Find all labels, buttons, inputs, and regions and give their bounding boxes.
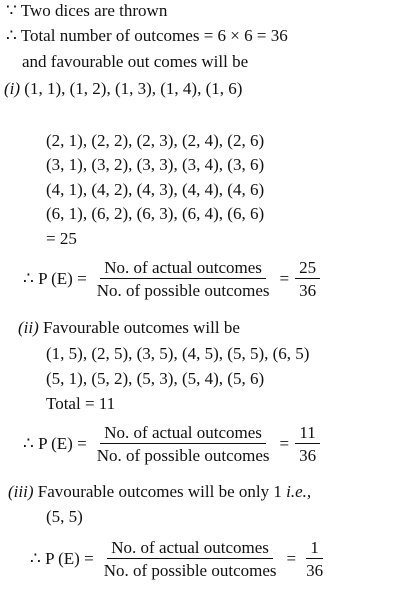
equals-sign: = — [286, 549, 297, 568]
total-outcomes-line: ∴ Total number of outcomes = 6 × 6 = 36 — [6, 26, 288, 45]
part-ii-row-1: (1, 5), (2, 5), (3, 5), (4, 5), (5, 5), (6, 5) — [46, 344, 310, 363]
part-ii-label: (ii) — [18, 318, 39, 337]
fraction-denominator: No. of possible outcomes — [103, 561, 277, 580]
part-iii-pair: (5, 5) — [46, 507, 83, 526]
part-i-row-2: (2, 1), (2, 2), (2, 3), (2, 4), (2, 6) — [46, 131, 265, 150]
probability-fraction — [93, 423, 274, 465]
fraction-numerator: No. of actual outcomes — [107, 538, 273, 559]
probability-lhs: ∴ P (E) = — [23, 434, 87, 453]
probability-lhs: ∴ P (E) = — [30, 549, 94, 568]
result-denominator: 36 — [299, 446, 317, 465]
fraction-denominator: No. of possible outcomes — [96, 281, 270, 300]
part-iii-ie: i.e., — [286, 482, 312, 501]
result-fraction — [295, 258, 320, 300]
given-line: ∵ Two dices are thrown — [6, 1, 168, 20]
result-fraction — [302, 538, 327, 580]
fraction-denominator: No. of possible outcomes — [96, 446, 270, 465]
part-ii-heading — [18, 318, 240, 338]
part-i-row-4: (4, 1), (4, 2), (4, 3), (4, 4), (4, 6) — [46, 180, 265, 199]
favourable-intro-line: and favourable out comes will be — [22, 52, 249, 71]
part-iii-heading — [8, 482, 311, 502]
result-numerator: 1 — [306, 538, 323, 559]
probability-fraction — [100, 538, 281, 580]
equals-sign: = — [279, 269, 290, 288]
part-i-probability — [23, 258, 320, 300]
part-i-label: (i) — [4, 79, 21, 98]
part-i-outcomes-1: (1, 1), (1, 2), (1, 3), (1, 4), (1, 6) — [24, 79, 243, 98]
part-i-total: = 25 — [46, 229, 77, 248]
part-ii-row-2: (5, 1), (5, 2), (5, 3), (5, 4), (5, 6) — [46, 369, 265, 388]
fraction-numerator: No. of actual outcomes — [100, 423, 266, 444]
result-numerator: 25 — [295, 258, 320, 279]
part-iii-text: Favourable outcomes will be only 1 — [37, 482, 282, 501]
result-fraction — [295, 423, 320, 465]
part-i-row-3: (3, 1), (3, 2), (3, 3), (3, 4), (3, 6) — [46, 155, 265, 174]
part-i-row-5: (6, 1), (6, 2), (6, 3), (6, 4), (6, 6) — [46, 204, 265, 223]
part-ii-total: Total = 11 — [46, 394, 116, 413]
part-iii-label: (iii) — [8, 482, 34, 501]
probability-fraction — [93, 258, 274, 300]
equals-sign: = — [279, 434, 290, 453]
part-ii-probability — [23, 423, 320, 465]
part-i-row-1 — [4, 79, 242, 99]
fraction-numerator: No. of actual outcomes — [100, 258, 266, 279]
probability-lhs: ∴ P (E) = — [23, 269, 87, 288]
result-denominator: 36 — [299, 281, 317, 300]
part-iii-probability — [30, 538, 327, 580]
result-denominator: 36 — [306, 561, 324, 580]
result-numerator: 11 — [295, 423, 319, 444]
part-ii-text: Favourable outcomes will be — [43, 318, 240, 337]
